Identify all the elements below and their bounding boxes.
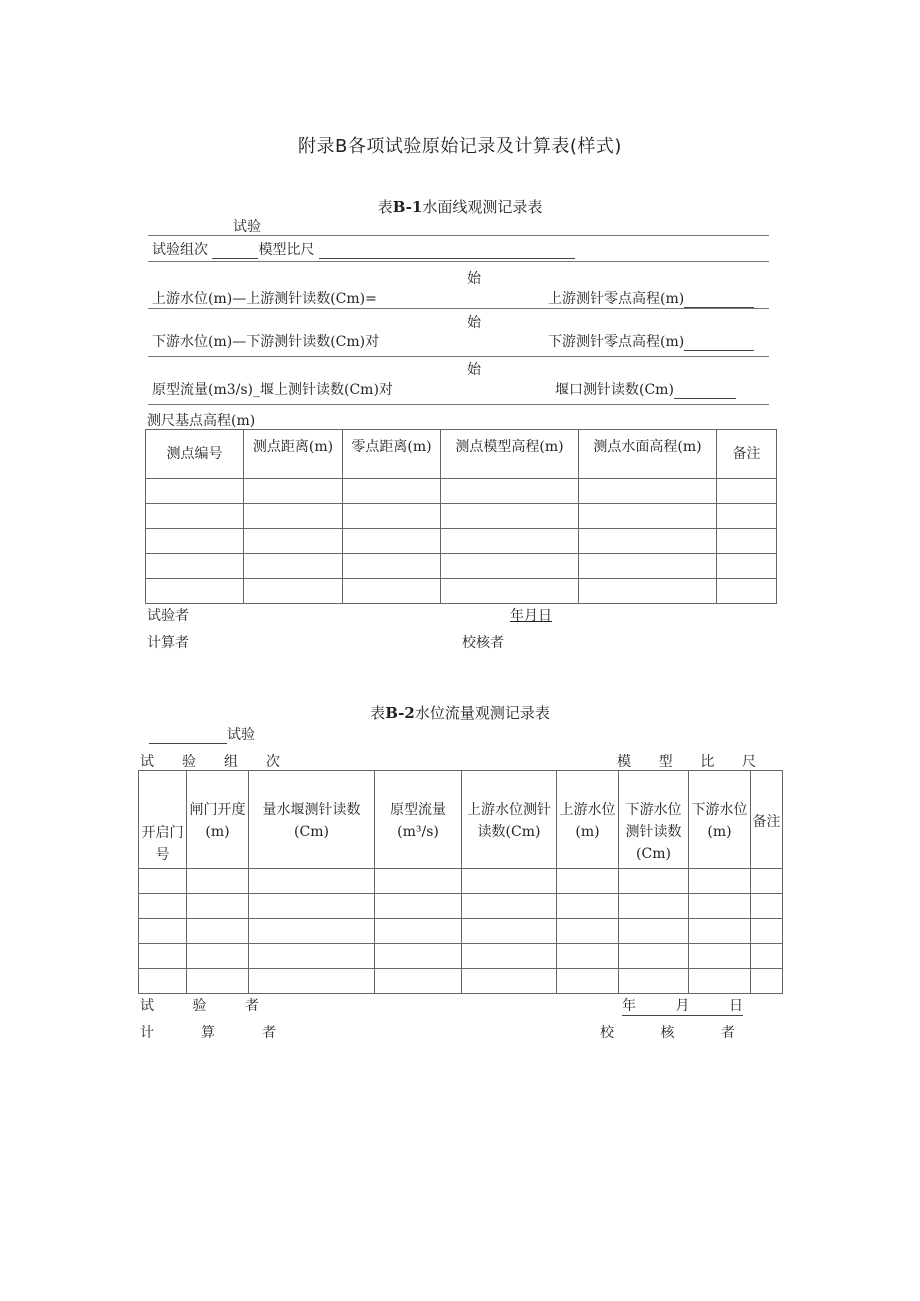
b1-header-point-id: 测点编号 — [146, 430, 244, 479]
b1-model-scale-label: 模型比尺 — [258, 242, 315, 258]
b1-rule-1 — [148, 235, 769, 236]
table-cell[interactable] — [441, 479, 579, 504]
b2-group-label: 试 验 组 次 — [140, 754, 280, 770]
b2-test-label: 试验 — [227, 727, 255, 743]
table-cell[interactable] — [717, 554, 777, 579]
table-cell[interactable] — [187, 919, 249, 944]
b1-downstream-level: 下游水位(m)—下游测针读数(Cm)对 — [152, 334, 380, 350]
table-cell[interactable] — [462, 869, 557, 894]
page-title: 附录B各项试验原始记录及计算表(样式) — [298, 136, 622, 157]
b2-header-downstream-level: 下游水位(m) — [689, 771, 751, 869]
table-cell[interactable] — [146, 529, 244, 554]
table-cell[interactable] — [249, 869, 375, 894]
b1-header-remarks: 备注 — [717, 430, 777, 479]
b2-header-gate-number: 开启门号 — [139, 771, 187, 869]
table-cell[interactable] — [249, 969, 375, 994]
table-cell[interactable] — [717, 504, 777, 529]
table-cell[interactable] — [375, 919, 462, 944]
table-cell[interactable] — [579, 579, 717, 604]
b1-downstream-zero-label: 下游测针零点高程(m) — [548, 334, 685, 350]
b1-group-line — [152, 239, 575, 259]
table-cell[interactable] — [375, 969, 462, 994]
b1-model-scale-blank[interactable] — [319, 244, 575, 259]
table-cell[interactable] — [187, 869, 249, 894]
table-b2-caption: 表B-2水位流量观测记录表 — [370, 704, 550, 722]
table-cell[interactable] — [717, 579, 777, 604]
b1-downstream-zero-line — [548, 331, 754, 351]
b1-upstream-zero-blank[interactable] — [684, 293, 754, 308]
table-cell[interactable] — [375, 944, 462, 969]
table-cell[interactable] — [717, 479, 777, 504]
b1-header-row — [146, 430, 777, 479]
b2-header-upstream-reading: 上游水位测针读数(Cm) — [462, 771, 557, 869]
table-row — [146, 504, 777, 529]
table-cell[interactable] — [375, 894, 462, 919]
table-cell[interactable] — [146, 579, 244, 604]
b2-header-downstream-reading: 下游水位测针读数(Cm) — [619, 771, 689, 869]
b1-start-2: 始 — [467, 315, 481, 331]
b2-calculator-label: 计 算 者 — [140, 1025, 276, 1041]
b1-date-label: 年月日 — [510, 608, 552, 624]
b1-rule-3 — [148, 308, 769, 309]
b1-prototype-flow: 原型流量(m3/s)_堰上测针读数(Cm)对 — [152, 382, 393, 398]
b1-weir-reading-label: 堰口测针读数(Cm) — [555, 382, 674, 398]
table-cell[interactable] — [689, 894, 751, 919]
table-cell[interactable] — [557, 869, 619, 894]
table-b1-caption: 表B-1水面线观测记录表 — [377, 198, 543, 216]
b1-weir-reading-blank[interactable] — [674, 384, 736, 399]
table-cell[interactable] — [689, 869, 751, 894]
b1-rule-4 — [148, 356, 769, 357]
table-cell[interactable] — [343, 479, 441, 504]
b1-test-line — [155, 216, 261, 236]
table-row — [146, 554, 777, 579]
table-cell[interactable] — [441, 554, 579, 579]
table-cell[interactable] — [244, 504, 343, 529]
table-cell[interactable] — [244, 579, 343, 604]
table-cell[interactable] — [462, 894, 557, 919]
table-cell[interactable] — [557, 894, 619, 919]
table-cell[interactable] — [187, 969, 249, 994]
table-row — [139, 894, 783, 919]
b1-rule-2 — [148, 261, 769, 262]
b1-checker-label: 校核者 — [462, 635, 504, 651]
table-cell[interactable] — [139, 919, 187, 944]
table-cell[interactable] — [557, 944, 619, 969]
table-cell[interactable] — [579, 479, 717, 504]
table-cell[interactable] — [579, 529, 717, 554]
b1-start-3: 始 — [467, 362, 481, 378]
b2-test-blank[interactable] — [149, 729, 227, 744]
table-cell[interactable] — [244, 529, 343, 554]
table-cell[interactable] — [462, 969, 557, 994]
table-cell[interactable] — [619, 969, 689, 994]
table-cell[interactable] — [619, 894, 689, 919]
table-cell[interactable] — [343, 554, 441, 579]
table-cell[interactable] — [579, 504, 717, 529]
table-cell[interactable] — [557, 919, 619, 944]
table-cell[interactable] — [249, 919, 375, 944]
b1-group-blank[interactable] — [212, 244, 258, 259]
b2-header-upstream-level: 上游水位(m) — [557, 771, 619, 869]
table-cell[interactable] — [146, 554, 244, 579]
b1-test-blank[interactable] — [155, 221, 233, 236]
b1-header-water-elevation: 测点水面高程(m) — [579, 430, 717, 479]
b1-header-model-elevation: 测点模型高程(m) — [441, 430, 579, 479]
table-cell[interactable] — [557, 969, 619, 994]
b1-base-elevation: 测尺基点高程(m) — [147, 413, 256, 429]
b2-checker-label: 校 核 者 — [600, 1025, 735, 1041]
table-cell[interactable] — [343, 529, 441, 554]
b2-model-scale-label: 模 型 比 尺 — [617, 754, 756, 770]
table-cell[interactable] — [751, 969, 783, 994]
table-cell[interactable] — [375, 869, 462, 894]
b1-weir-reading-line — [555, 379, 736, 399]
b1-upstream-level: 上游水位(m)—上游测针读数(Cm)= — [152, 291, 377, 307]
b2-date-label: 年 月 日 — [622, 995, 743, 1016]
table-cell[interactable] — [244, 554, 343, 579]
table-cell[interactable] — [462, 919, 557, 944]
b1-start-1: 始 — [467, 271, 481, 287]
b1-tester-label: 试验者 — [147, 608, 189, 624]
table-row — [139, 869, 783, 894]
table-cell[interactable] — [751, 869, 783, 894]
table-cell[interactable] — [619, 919, 689, 944]
table-cell[interactable] — [689, 969, 751, 994]
table-cell[interactable] — [689, 919, 751, 944]
table-cell[interactable] — [751, 944, 783, 969]
table-row — [146, 529, 777, 554]
b1-rule-5 — [148, 404, 769, 405]
table-cell[interactable] — [462, 944, 557, 969]
table-row — [139, 919, 783, 944]
b2-header-prototype-flow: 原型流量(m³/s) — [375, 771, 462, 869]
table-cell[interactable] — [187, 944, 249, 969]
table-cell[interactable] — [441, 579, 579, 604]
b1-downstream-zero-blank[interactable] — [684, 336, 754, 351]
table-cell[interactable] — [441, 529, 579, 554]
table-cell[interactable] — [139, 969, 187, 994]
table-row — [139, 944, 783, 969]
table-cell[interactable] — [619, 869, 689, 894]
b2-header-row — [139, 771, 783, 869]
table-b1 — [145, 429, 777, 604]
b2-tester-label: 试 验 者 — [140, 998, 259, 1014]
table-cell[interactable] — [717, 529, 777, 554]
table-cell[interactable] — [689, 944, 751, 969]
table-cell[interactable] — [244, 479, 343, 504]
b2-header-gate-opening: 闸门开度(m) — [187, 771, 249, 869]
table-cell[interactable] — [139, 869, 187, 894]
table-cell[interactable] — [249, 894, 375, 919]
table-cell[interactable] — [619, 944, 689, 969]
table-cell[interactable] — [343, 579, 441, 604]
table-cell[interactable] — [441, 504, 579, 529]
table-row — [146, 579, 777, 604]
table-cell[interactable] — [751, 894, 783, 919]
table-cell[interactable] — [146, 479, 244, 504]
table-cell[interactable] — [139, 894, 187, 919]
b1-group-label: 试验组次 — [152, 242, 208, 258]
b2-header-weir-reading: 量水堰测针读数(Cm) — [249, 771, 375, 869]
table-cell[interactable] — [343, 504, 441, 529]
b2-header-remarks: 备注 — [751, 771, 783, 869]
b2-test-line — [149, 724, 255, 744]
b1-test-label: 试验 — [233, 219, 261, 235]
table-cell[interactable] — [751, 919, 783, 944]
table-b2 — [138, 770, 783, 994]
table-row — [146, 479, 777, 504]
table-cell[interactable] — [579, 554, 717, 579]
b1-upstream-zero-label: 上游测针零点高程(m) — [548, 291, 685, 307]
b1-calculator-label: 计算者 — [147, 635, 189, 651]
b1-header-point-distance: 测点距离(m) — [244, 430, 343, 479]
table-cell[interactable] — [249, 944, 375, 969]
table-cell[interactable] — [139, 944, 187, 969]
table-cell[interactable] — [146, 504, 244, 529]
table-row — [139, 969, 783, 994]
b1-header-zero-distance: 零点距离(m) — [343, 430, 441, 479]
table-cell[interactable] — [187, 894, 249, 919]
b1-upstream-zero-line — [548, 288, 754, 308]
